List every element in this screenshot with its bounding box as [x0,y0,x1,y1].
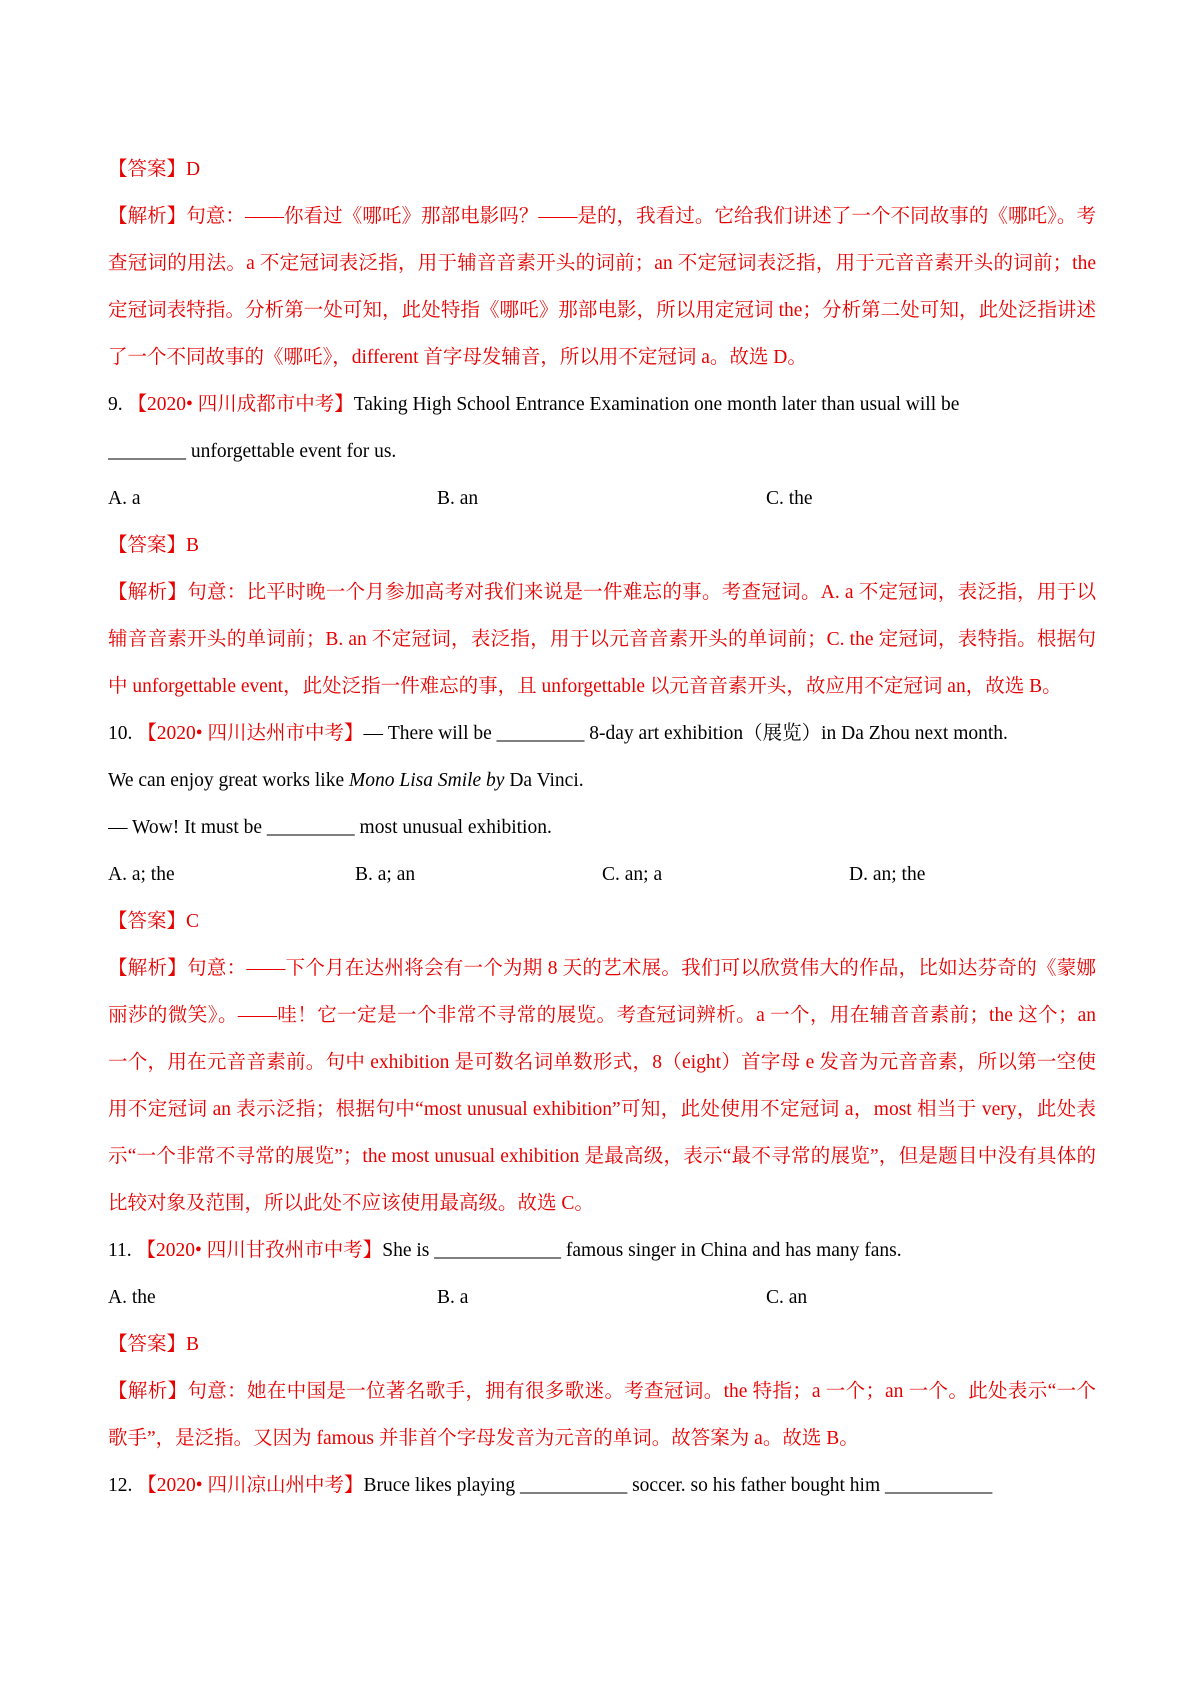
q9-analysis: 【解析】句意：比平时晚一个月参加高考对我们来说是一件难忘的事。考查冠词。A. a 不定冠词，表泛指，用于以辅音音素开头的单词前；B. an 不定冠词，表泛指，用于以元音音素开头的单词前；C. the 定冠词，表特指。根据句中 unforgettable event，此处泛指一件难忘的事，且 unforgettable 以元音音素开头，故应用不定冠词 an，故选 B。 [108,582,1096,697]
question-number: 9. [108,394,123,415]
q11-options [108,1274,1096,1321]
q11-analysis: 【解析】句意：她在中国是一位著名歌手，拥有很多歌迷。考查冠词。the 特指；a 一个；an 一个。此处表示“一个歌手”，是泛指。又因为 famous 并非首个字母发音为元音的单词。故答案为 a。故选 B。 [108,1381,1096,1449]
q11-answer: 【答案】B [108,1334,200,1355]
q10-answer: 【答案】C [108,911,200,932]
q12-stem [108,1462,1096,1509]
option-d: D. an; the [849,864,926,885]
q10-stem-line3: — Wow! It must be _________ most unusual exhibition. [108,817,552,838]
q10-stem-line1 [108,710,1096,757]
question-source: 【2020• 四川凉山州中考】 [137,1475,364,1496]
question-number: 11. [108,1240,132,1261]
q9-answer: 【答案】B [108,535,200,556]
artwork-title: Mono Lisa Smile by [349,770,505,791]
q9-options [108,475,1096,522]
question-source: 【2020• 四川达州市中考】 [137,723,364,744]
q10-analysis: 【解析】句意：——下个月在达州将会有一个为期 8 天的艺术展。我们可以欣赏伟大的作品，比如达芬奇的《蒙娜丽莎的微笑》。——哇！它一定是一个非常不寻常的展览。考查冠词辨析。a 一个，用在辅音音素前；the 这个；an 一个，用在元音音素前。句中 exhibition 是可数名词单数形式，8（eight）首字母 e 发音为元音音素，所以第一空使用不定冠词 an 表示泛指；根据句中“most unusual exhibition”可知，此处使用不定冠词 a，most 相当于 very，此处表示“一个非常不寻常的展览”；the most unusual exhibition 是最高级，表示“最不寻常的展览”，但是题目中没有具体的比较对象及范围，所以此处不应该使用最高级。故选 C。 [108,958,1096,1214]
option-c: C. an; a [602,864,663,885]
question-number: 12. [108,1475,133,1496]
document-page [108,146,1096,1509]
option-a: A. a; the [108,864,175,885]
option-a: A. the [108,1287,156,1308]
question-stem: — There will be _________ 8-day art exhibition（展览）in Da Zhou next month. [363,723,1008,744]
question-stem: She is _____________ famous singer in China and has many fans. [382,1240,902,1261]
option-c: C. the [766,488,813,509]
question-stem: Bruce likes playing ___________ soccer. so his father bought him ___________ [363,1475,993,1496]
option-b: B. an [437,488,479,509]
q11-stem [108,1227,1096,1274]
option-b: B. a; an [355,864,416,885]
stem-text: We can enjoy great works like [108,770,350,791]
q10-options [108,851,1096,898]
question-source: 【2020• 四川成都市中考】 [127,394,354,415]
q8-answer: 【答案】D [108,159,201,180]
question-number: 10. [108,723,133,744]
question-stem: Taking High School Entrance Examination one month later than usual will be [353,394,960,415]
stem-text: Da Vinci. [504,770,584,791]
option-c: C. an [766,1287,808,1308]
q9-stem-line1 [108,381,1096,428]
question-source: 【2020• 四川甘孜州市中考】 [136,1240,383,1261]
q8-analysis: 【解析】句意：——你看过《哪吒》那部电影吗？——是的，我看过。它给我们讲述了一个不同故事的《哪吒》。考查冠词的用法。a 不定冠词表泛指，用于辅音音素开头的词前；an 不定冠词表泛指，用于元音音素开头的词前；the 定冠词表特指。分析第一处可知，此处特指《哪吒》那部电影，所以用定冠词 the；分析第二处可知，此处泛指讲述了一个不同故事的《哪吒》，different 首字母发辅音，所以用不定冠词 a。故选 D。 [108,206,1096,368]
option-a: A. a [108,488,141,509]
q9-stem-line2: ________ unforgettable event for us. [108,441,397,462]
option-b: B. a [437,1287,469,1308]
q10-stem-line2 [108,757,1096,804]
